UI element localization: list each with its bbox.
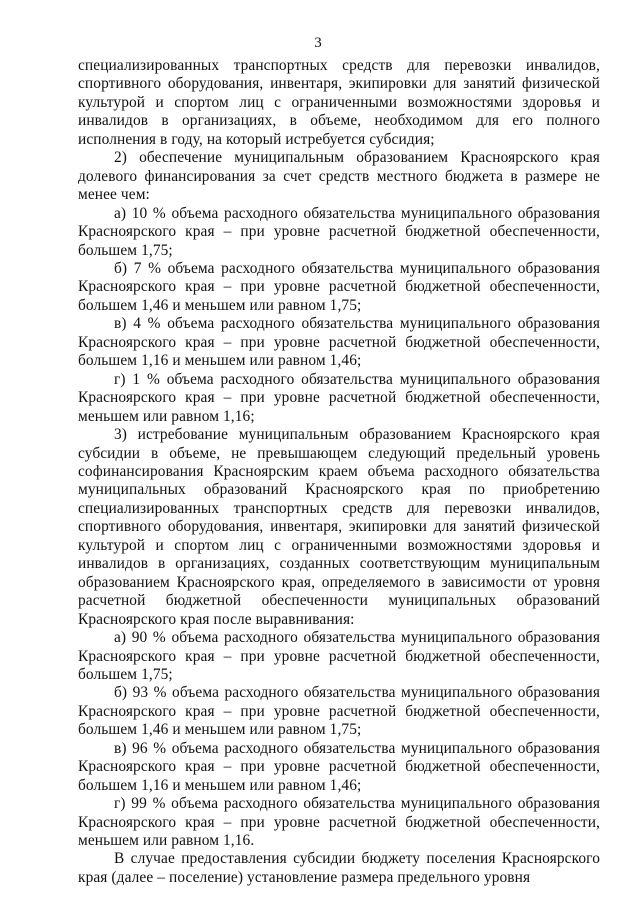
paragraph: В случае предоставления субсидии бюджету поселения Красноярского края (далее – поселение) установление размера предельного уровня [78, 850, 600, 886]
paragraph: в) 96 % объема расходного обязательства муниципального образования Красноярского края – при уровне расчетной бюджетной обеспеченности, большем 1,16 и меньшем или равном 1,46; [78, 739, 600, 794]
paragraph: в) 4 % объема расходного обязательства муниципального образования Красноярского края – при уровне расчетной бюджетной обеспеченности, большем 1,16 и меньшем или равном 1,46; [78, 315, 600, 370]
paragraph: а) 90 % объема расходного обязательства муниципального образования Красноярского края – при уровне расчетной бюджетной обеспеченности, большем 1,75; [78, 629, 600, 683]
paragraph: специализированных транспортных средств для перевозки инвалидов, спортивного оборудования, инвентаря, экипировки для занятий физической культурой и спортом лиц с ограниченными возможностями здоровья и инвалидов в организациях, в объеме, необходимом для его полного исполнения в году, на который истребуется субсидия; [78, 57, 600, 148]
paragraph: б) 7 % объема расходного обязательства муниципального образования Красноярского края – при уровне расчетной бюджетной обеспеченности, большем 1,46 и меньшем или равном 1,75; [78, 259, 600, 314]
paragraph: б) 93 % объема расходного обязательства муниципального образования Красноярского края – при уровне расчетной бюджетной обеспеченности, большем 1,46 и меньшем или равном 1,75; [78, 684, 600, 739]
paragraph: а) 10 % объема расходного обязательства муниципального образования Красноярского края – при уровне расчетной бюджетной обеспеченности, большем 1,75; [78, 204, 600, 259]
paragraph: г) 1 % объема расходного обязательства муниципального образования Красноярского края – при уровне расчетной бюджетной обеспеченности, меньшем или равном 1,16; [78, 370, 600, 425]
page-number: 3 [314, 35, 322, 51]
document-body [78, 57, 600, 887]
paragraph: 2) обеспечение муниципальным образованием Красноярского края долевого финансирования за счет средств местного бюджета в размере не менее чем: [78, 149, 600, 204]
paragraph: 3) истребование муниципальным образованием Красноярского края субсидии в объеме, не превышающем следующий предельный уровень софинансирования Красноярским краем объема расходного обязательства муниципальных образований Красноярского края по приобретению специализированных транспортных средств для перевозки инвалидов, спортивного оборудования, инвентаря, экипировки для занятий физической культурой и спортом лиц с ограниченными возможностями здоровья и инвалидов в организациях, созданных соответствующим муниципальным образованием Красноярского края, определяемого в зависимости от уровня расчетной бюджетной обеспеченности муниципальных образований Красноярского края после выравнивания: [78, 426, 600, 628]
paragraph: г) 99 % объема расходного обязательства муниципального образования Красноярского края – при уровне расчетной бюджетной обеспеченности, меньшем или равном 1,16. [78, 795, 600, 850]
